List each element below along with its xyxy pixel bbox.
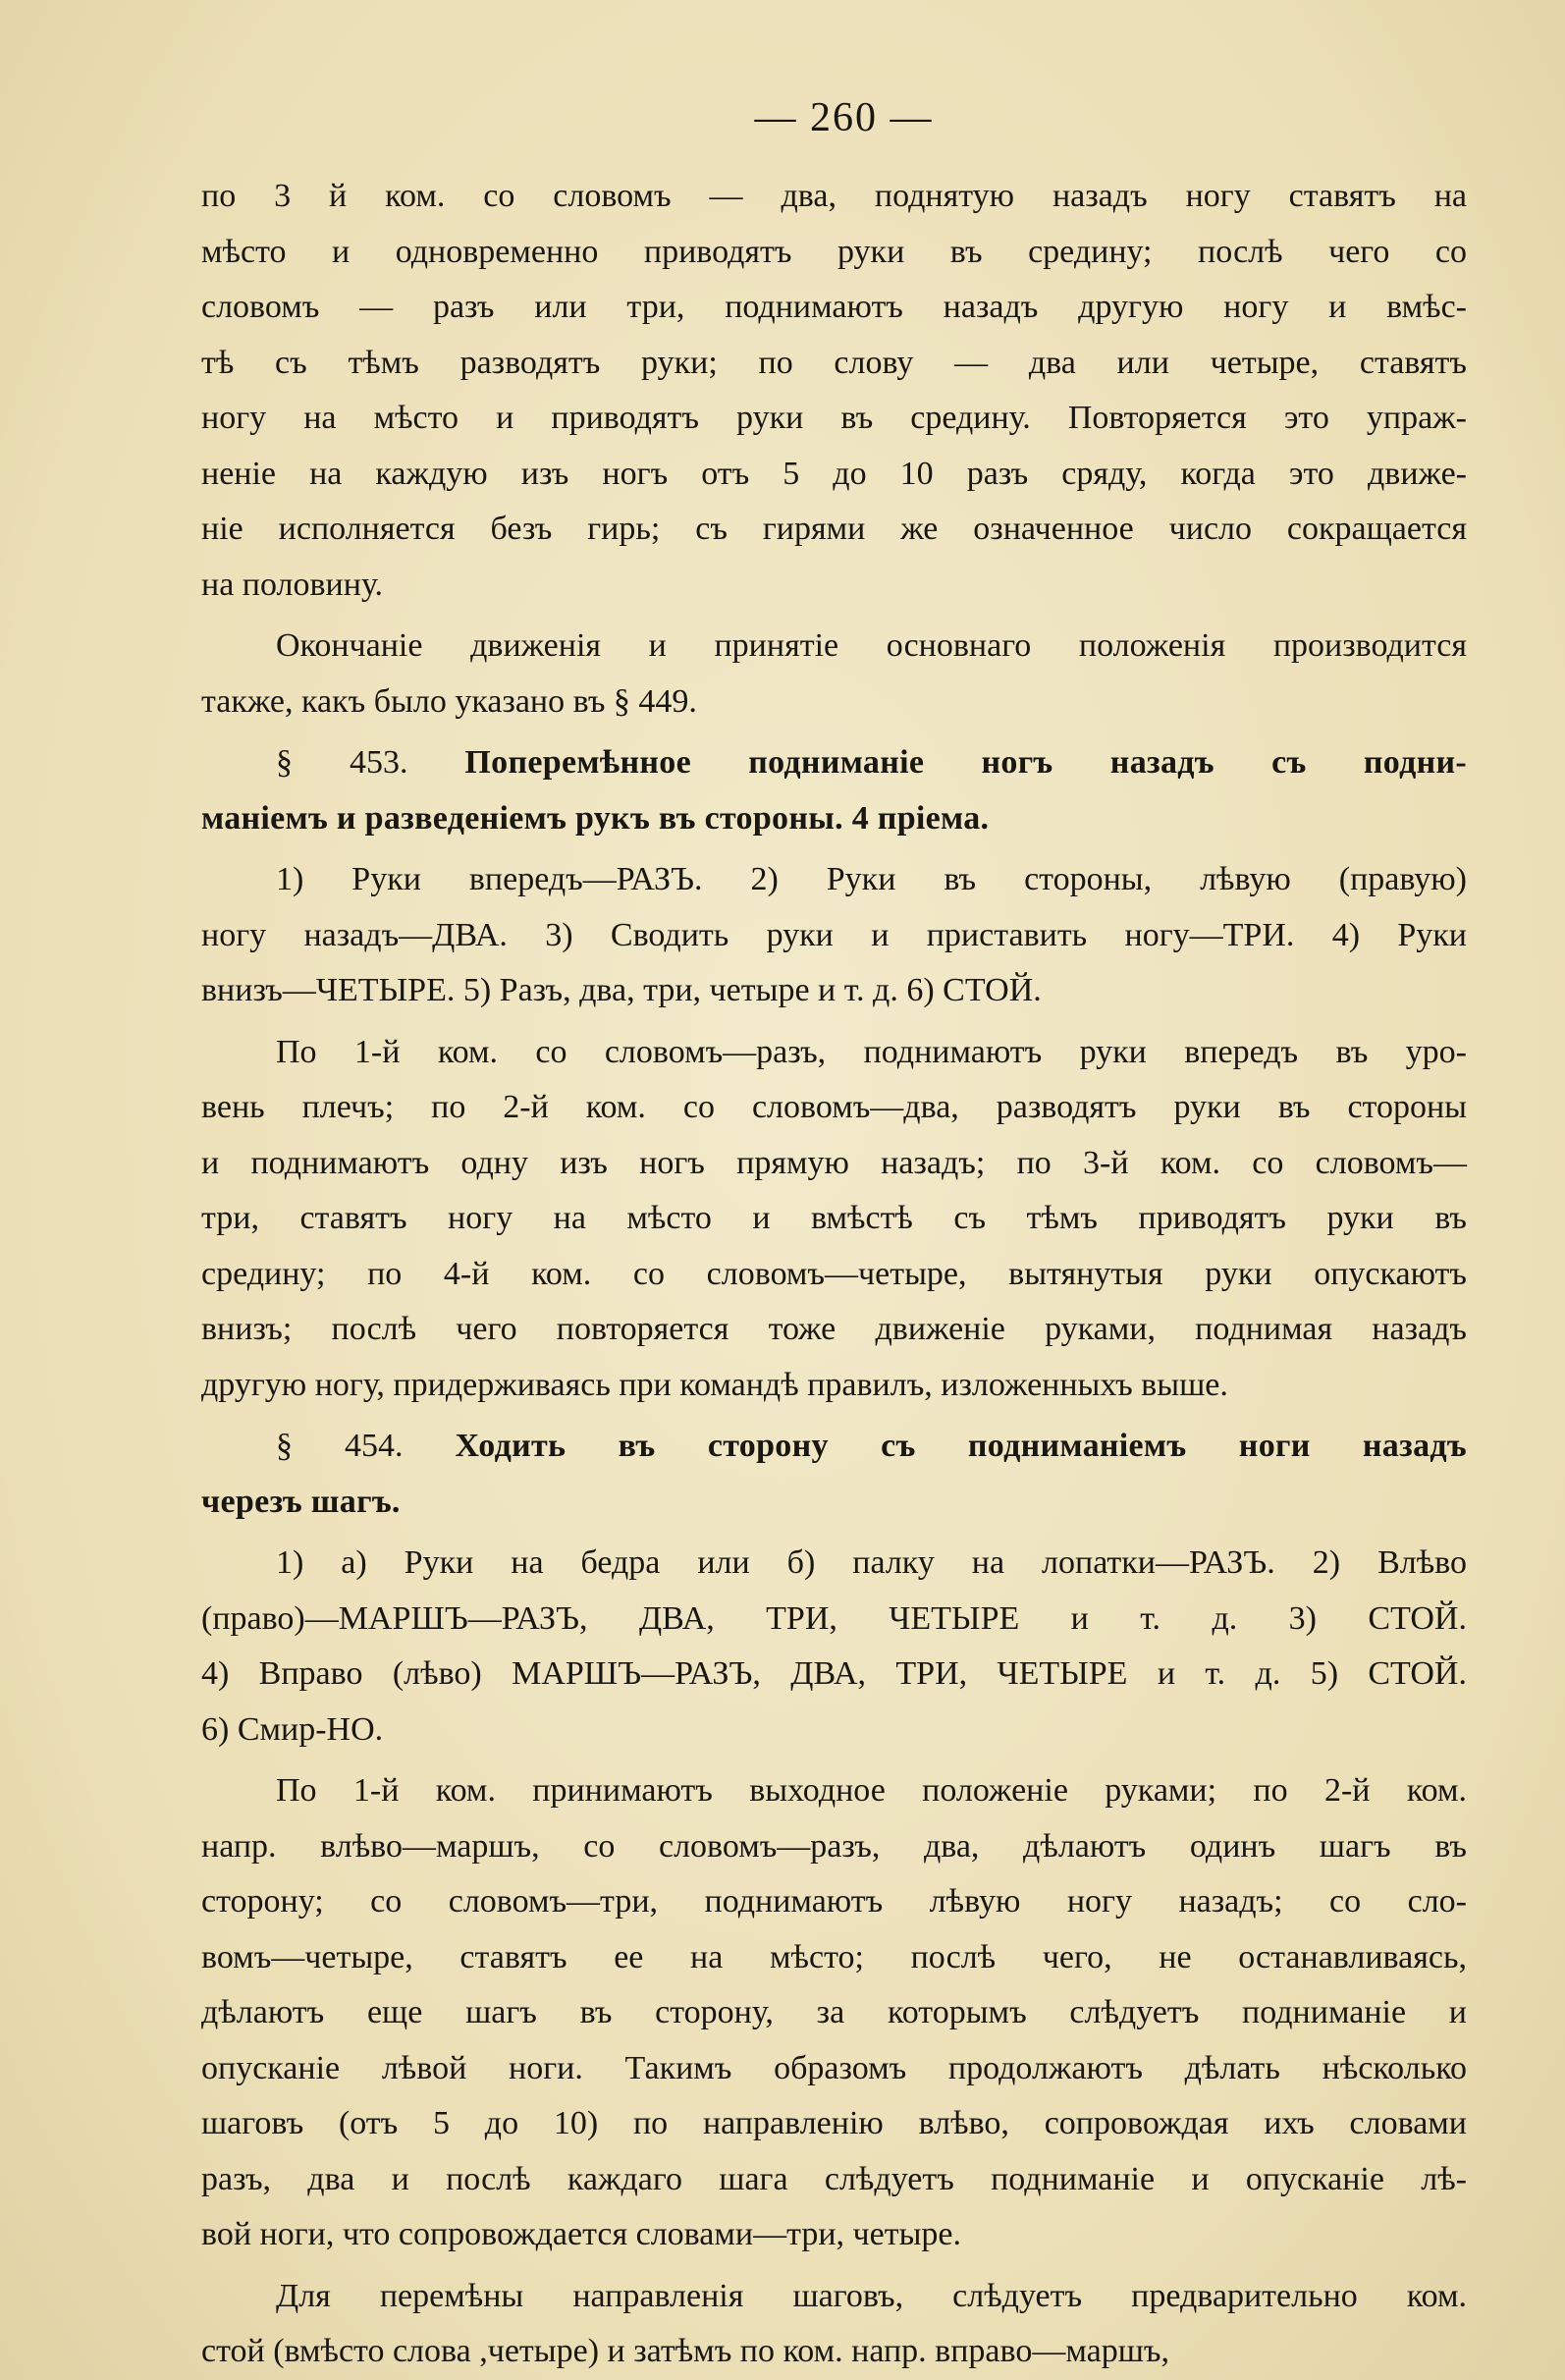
paragraph <box>201 1025 1467 1414</box>
text-line: словомъ — разъ или три, поднимаютъ назадъ другую ногу и вмѣс- <box>201 289 1467 325</box>
text-line: разъ, два и послѣ каждаго шага слѣдуетъ подниманіе и опусканіе лѣ- <box>201 2160 1467 2197</box>
section-number: § 453. <box>276 744 408 781</box>
text-line: 4) Вправо (лѣво) МАРШЪ—РАЗЪ, ДВА, ТРИ, ЧЕТЫРЕ и т. д. 5) СТОЙ. <box>201 1655 1467 1692</box>
text-line: ногу на мѣсто и приводятъ руки въ средину. Повторяется это упраж- <box>201 400 1467 436</box>
text-line: (право)—МАРШЪ—РАЗЪ, ДВА, ТРИ, ЧЕТЫРЕ и т. д. 3) СТОЙ. <box>201 1599 1467 1637</box>
text-line: дѣлаютъ еще шагъ въ сторону, за которымъ слѣдуетъ подниманіе и <box>201 1994 1467 2030</box>
text-line: внизъ—ЧЕТЫРЕ. 5) Разъ, два, три, четыре и т. д. 6) СТОЙ. <box>201 972 1042 1008</box>
text-line: стой (вмѣсто слова ,четыре) и затѣмъ по ком. напр. вправо—маршъ, <box>201 2333 1169 2369</box>
text-line: тѣ съ тѣмъ разводятъ руки; по слову — два или четыре, ставятъ <box>201 344 1467 381</box>
page-number: — 260 — <box>754 95 934 140</box>
heading-line <box>201 735 1467 791</box>
text-line: мѣсто и одновременно приводятъ руки въ средину; послѣ чего со <box>201 233 1467 270</box>
heading-text: черезъ шагъ. <box>201 1483 401 1520</box>
heading-text: Поперемѣнное подниманіе ногъ назадъ съ подни- <box>464 744 1468 781</box>
text-line: по 3 й ком. со словомъ — два, поднятую назадъ ногу ставятъ на <box>201 178 1467 214</box>
paragraph <box>201 1536 1467 1758</box>
text-line: также, какъ было указано въ § 449. <box>201 682 697 720</box>
text-line: ногу назадъ—ДВА. 3) Сводить руки и приставить ногу—ТРИ. 4) Руки <box>201 916 1467 953</box>
text-line: внизъ; послѣ чего повторяется тоже движеніе руками, поднимая назадъ <box>201 1311 1467 1347</box>
text-line: 6) Смир-НО. <box>201 1710 384 1748</box>
text-line: другую ногу, придерживаясь при командѣ правилъ, изложенныхъ выше. <box>201 1366 1228 1403</box>
text-line: вень плечъ; по 2-й ком. со словомъ—два, разводятъ руки въ стороны <box>201 1089 1467 1125</box>
text-line: вомъ—четыре, ставятъ ее на мѣсто; послѣ чего, не останавливаясь, <box>201 1938 1467 1975</box>
text-line: на половину. <box>201 566 384 603</box>
section-number: § 454. <box>276 1428 404 1464</box>
text-line: 1) а) Руки на бедра или б) палку на лопатки—РАЗЪ. 2) Влѣво <box>276 1544 1467 1581</box>
text-line <box>201 1475 1467 1531</box>
text-line: Окончаніе движенія и принятіе основнаго положенія производится <box>276 627 1467 664</box>
text-line: опусканіе лѣвой ноги. Такимъ образомъ продолжаютъ дѣлать нѣсколько <box>201 2049 1467 2086</box>
text-line: средину; по 4-й ком. со словомъ—четыре, вытянутыя руки опускаютъ <box>201 1255 1467 1292</box>
text-line: вой ноги, что сопровождается словами—три, четыре. <box>201 2216 962 2252</box>
heading-text: маніемъ и разведеніемъ рукъ въ стороны. 4 пріема. <box>201 799 990 837</box>
heading-line <box>201 1419 1467 1475</box>
text-line: Для перемѣны направленія шаговъ, слѣдуетъ предварительно ком. <box>276 2277 1467 2314</box>
section-heading <box>201 735 1467 846</box>
text-line: неніе на каждую изъ ногъ отъ 5 до 10 разъ сряду, когда это движе- <box>201 455 1467 492</box>
paragraph <box>201 2269 1467 2380</box>
paragraph <box>201 1763 1467 2263</box>
text-line: По 1-й ком. со словомъ—разъ, поднимаютъ руки впередъ въ уро- <box>276 1033 1467 1070</box>
text-line: три, ставятъ ногу на мѣсто и вмѣстѣ съ тѣмъ приводятъ руки въ <box>201 1200 1467 1236</box>
section-heading <box>201 1419 1467 1530</box>
page-text <box>201 169 1467 2380</box>
paragraph <box>201 169 1467 613</box>
text-line: ніе исполняется безъ гирь; съ гирями же означенное число сокращается <box>201 511 1467 547</box>
text-line <box>201 791 1467 847</box>
heading-text: Ходить въ сторону съ подниманіемъ ноги назадъ <box>455 1428 1467 1464</box>
text-line: напр. влѣво—маршъ, со словомъ—разъ, два, дѣлаютъ одинъ шагъ въ <box>201 1827 1467 1865</box>
text-line: шаговъ (отъ 5 до 10) по направленію влѣво, сопровождая ихъ словами <box>201 2105 1467 2141</box>
paragraph <box>201 852 1467 1019</box>
text-line: 1) Руки впередъ—РАЗЪ. 2) Руки въ стороны, лѣвую (правую) <box>276 861 1467 897</box>
text-line: сторону; со словомъ—три, поднимаютъ лѣвую ногу назадъ; со сло- <box>201 1883 1467 1920</box>
text-line: и поднимаютъ одну изъ ногъ прямую назадъ; по 3-й ком. со словомъ— <box>201 1144 1467 1181</box>
text-line: По 1-й ком. принимаютъ выходное положеніе руками; по 2-й ком. <box>276 1772 1467 1809</box>
paragraph <box>201 619 1467 730</box>
